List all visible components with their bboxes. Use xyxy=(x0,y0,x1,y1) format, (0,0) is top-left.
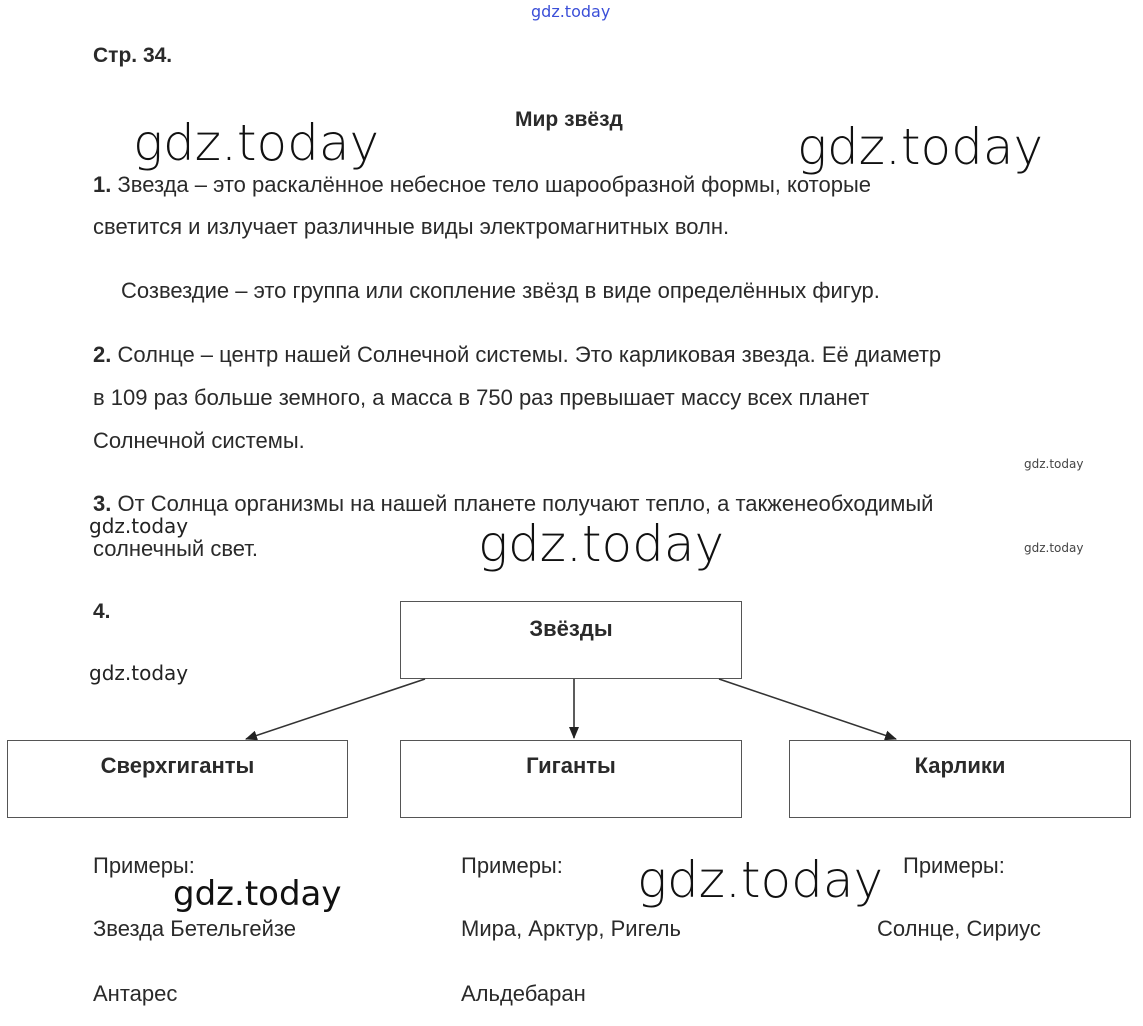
arrow-to-supergiants xyxy=(246,679,425,739)
examples-col-2-label: Примеры: xyxy=(461,853,563,878)
task-3-text-1: От Солнца организмы на нашей планете получают тепло, а такженеобходимый xyxy=(117,491,934,516)
task-1-text-1: Звезда – это раскалённое небесное тело шарообразной формы, которые xyxy=(117,172,872,197)
diagram-child-label-3: Карлики xyxy=(914,753,1006,778)
task-1-line-3: Созвездие – это группа или скопление звёзд в виде определённых фигур. xyxy=(121,278,880,303)
diagram-child-label-2: Гиганты xyxy=(526,753,616,778)
examples-col-2-line-2: Альдебаран xyxy=(461,981,586,1006)
examples-col-3-line-1: Солнце, Сириус xyxy=(877,916,1041,941)
watermark-tiny-1: gdz.today xyxy=(1024,457,1084,471)
task-2-line-2: в 109 раз больше земного, а масса в 750 раз превышает массу всех планет xyxy=(93,385,870,410)
watermark-small-1: gdz.today xyxy=(89,514,189,538)
watermark-big-4: gdz.today xyxy=(637,851,884,909)
task-4-number: 4. xyxy=(93,600,111,623)
examples-col-2-line-1: Мира, Арктур, Ригель xyxy=(461,916,681,941)
watermark-big-1: gdz.today xyxy=(133,114,380,172)
examples-col-1-line-1: Звезда Бетельгейзе xyxy=(93,916,296,941)
diagram-child-box-3 xyxy=(789,740,1131,818)
examples-col-1-line-2: Антарес xyxy=(93,981,178,1006)
diagram-child-label-1: Сверхгиганты xyxy=(100,753,255,778)
examples-col-1-label: Примеры: xyxy=(93,853,195,878)
arrow-to-dwarfs xyxy=(719,679,896,739)
watermark-big-3: gdz.today xyxy=(478,515,725,573)
watermark-top: gdz.today xyxy=(531,2,611,21)
task-2-line-3: Солнечной системы. xyxy=(93,428,305,453)
examples-col-3-label: Примеры: xyxy=(903,853,1005,878)
page-title: Мир звёзд xyxy=(515,108,623,131)
task-3-line-2: солнечный свет. xyxy=(93,536,259,561)
diagram-root-label: Звёзды xyxy=(529,616,613,641)
watermark-mid-1: gdz.today xyxy=(173,874,342,914)
diagram-child-box-2 xyxy=(400,740,742,818)
task-2-text-1: Солнце – центр нашей Солнечной системы. Это карликовая звезда. Её диаметр xyxy=(117,342,942,367)
task-1-number: 1. xyxy=(93,172,112,197)
task-2-number: 2. xyxy=(93,342,112,367)
watermark-small-2: gdz.today xyxy=(89,661,189,685)
watermark-big-2: gdz.today xyxy=(797,118,1044,176)
task-3-number: 3. xyxy=(93,491,112,516)
watermark-tiny-2: gdz.today xyxy=(1024,541,1084,555)
diagram-child-box-1 xyxy=(7,740,348,818)
task-1-line-2: светится и излучает различные виды электромагнитных волн. xyxy=(93,214,730,239)
page-header: Стр. 34. xyxy=(93,44,173,67)
